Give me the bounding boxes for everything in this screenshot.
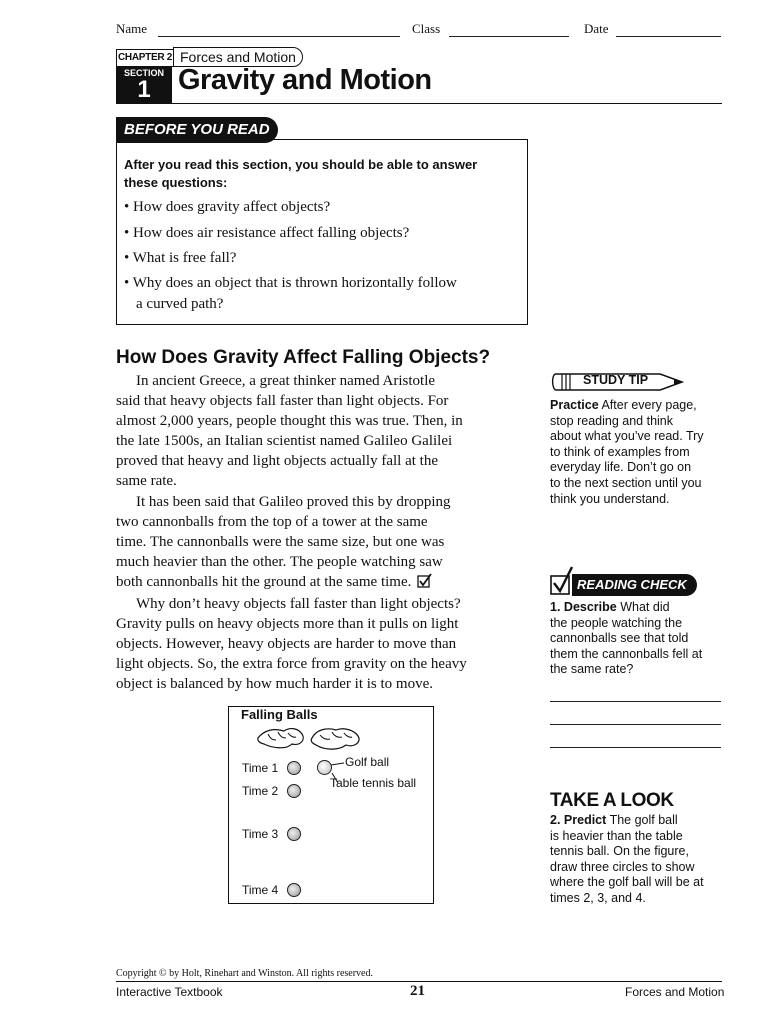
side-text: After every page, [601, 398, 697, 412]
reading-check-tab: READING CHECK [572, 574, 697, 596]
text-line: Gravity pulls on heavy objects more than it pulls on light [116, 616, 459, 632]
date-label: Date [584, 21, 609, 36]
text-line: It has been said that Galileo proved this by dropping [136, 494, 451, 510]
section-box [116, 66, 172, 104]
time-label-4: Time 4 [242, 883, 279, 897]
tennis-ball-time-2 [287, 784, 301, 798]
question-item [124, 248, 236, 269]
bullet: • [124, 225, 130, 241]
answer-line[interactable] [550, 724, 721, 725]
reading-check-checkbox-icon [550, 566, 574, 596]
time-label-2: Time 2 [242, 784, 279, 798]
tennis-ball-time-4 [287, 883, 301, 897]
text-line: much heavier than the other. The people watching saw [116, 554, 443, 570]
question-continuation: a curved path? [136, 296, 224, 312]
side-line: draw three circles to show [550, 859, 695, 874]
page-title: Gravity and Motion [178, 64, 432, 96]
side-text: What did [620, 600, 670, 614]
text-line: light objects. So, the extra force from gravity on the heavy [116, 656, 467, 672]
paragraph-2 [116, 492, 536, 592]
question-item [124, 197, 330, 218]
side-line: them the cannonballs fell at [550, 646, 703, 661]
text-line: Why don’t heavy objects fall faster than light objects? [136, 596, 461, 612]
golf-ball-label: Golf ball [345, 755, 390, 769]
side-line: the same rate? [550, 662, 634, 677]
question-text: How does gravity affect objects? [133, 199, 331, 215]
copyright: Copyright © by Holt, Rinehart and Winston. All rights reserved. [116, 968, 373, 979]
paragraph-3 [116, 594, 536, 694]
bullet: • [124, 250, 130, 266]
text-line: object is balanced by how much harder it is to move. [116, 676, 433, 692]
name-label: Name [116, 21, 148, 36]
question-item [124, 273, 457, 294]
byr-intro-line2: these questions: [124, 175, 228, 190]
rc-bold: Describe [563, 600, 617, 614]
title-rule [116, 103, 722, 104]
text-line: In ancient Greece, a great thinker named Aristotle [136, 373, 436, 389]
tal-bold: Predict [563, 813, 607, 827]
text-line [116, 572, 536, 592]
name-field[interactable] [158, 36, 400, 37]
answer-line[interactable] [550, 701, 721, 702]
hands-icon [254, 724, 366, 754]
chapter-title: Forces and Motion [173, 47, 303, 67]
byr-intro-line1: After you read this section, you should be able to answer [124, 157, 478, 172]
text-line: time. The cannonballs were the same size, but one was [116, 534, 445, 550]
class-field[interactable] [449, 36, 569, 37]
side-line: times 2, 3, and 4. [550, 890, 646, 905]
text-line: objects. However, heavy objects are harder to move than [116, 636, 457, 652]
study-tip-label: STUDY TIP [583, 373, 649, 387]
footer-rule [116, 981, 722, 982]
text-line: same rate. [116, 473, 177, 489]
section-number: 1 [137, 76, 151, 103]
side-line: the people watching the [550, 615, 683, 630]
practice-bold: Practice [550, 398, 599, 412]
question-text: Why does an object that is thrown horizontally follow [132, 275, 457, 291]
question-text: What is free fall? [132, 250, 237, 266]
reading-check-text [550, 600, 720, 678]
class-label: Class [412, 21, 441, 36]
side-line: everyday life. Don’t go on [550, 460, 692, 475]
section-label: SECTION [123, 68, 164, 78]
question-item [124, 223, 409, 244]
reading-check-checkbox-icon [417, 573, 432, 588]
chapter-label: CHAPTER 2 [116, 49, 173, 67]
text-line-content: both cannonballs hit the ground at the same time. [116, 574, 412, 590]
side-line [550, 813, 722, 829]
tennis-ball-time-3 [287, 827, 301, 841]
side-line: to the next section until you [550, 475, 702, 490]
text-line: said that heavy objects fall faster than light objects. For [116, 393, 449, 409]
time-label-1: Time 1 [242, 761, 279, 775]
study-tip-text [550, 398, 720, 507]
text-line: almost 2,000 years, people thought this was true. Then, in [116, 413, 463, 429]
side-text: The golf ball [609, 813, 678, 827]
question-text: How does air resistance affect falling objects? [133, 225, 410, 241]
side-line [550, 398, 720, 414]
side-line: tennis ball. On the figure, [550, 844, 689, 859]
golf-ball-time-1 [287, 761, 301, 775]
paragraph-1 [116, 371, 536, 491]
side-line: cannonballs see that told [550, 631, 689, 646]
answer-line[interactable] [550, 747, 721, 748]
side-line: think you understand. [550, 491, 670, 506]
side-line: where the golf ball will be at [550, 875, 704, 890]
bullet: • [124, 199, 130, 215]
rc-number: 1. [550, 600, 561, 614]
page-number: 21 [410, 983, 425, 999]
side-line: is heavier than the table [550, 828, 683, 843]
footer-left: Interactive Textbook [116, 985, 223, 999]
text-line: proved that heavy and light objects actually fall at the [116, 453, 438, 469]
figure-title: Falling Balls [241, 707, 318, 722]
side-line: about what you’ve read. Try [550, 429, 704, 444]
take-a-look-heading: TAKE A LOOK [550, 790, 674, 811]
date-field[interactable] [616, 36, 721, 37]
table-tennis-ball-label: Table tennis ball [330, 776, 417, 790]
bullet: • [124, 275, 130, 291]
side-line [550, 600, 720, 616]
take-a-look-text [550, 813, 722, 907]
text-line: two cannonballs from the top of a tower at the same [116, 514, 428, 530]
section-heading: How Does Gravity Affect Falling Objects? [116, 347, 491, 368]
tal-number: 2. [550, 813, 561, 827]
side-line: stop reading and think [550, 413, 674, 428]
before-you-read-tab: BEFORE YOU READ [116, 117, 278, 143]
footer-right: Forces and Motion [625, 985, 725, 999]
time-label-3: Time 3 [242, 827, 279, 841]
side-line: to think of examples from [550, 444, 690, 459]
text-line: the late 1500s, an Italian scientist named Galileo Galilei [116, 433, 453, 449]
